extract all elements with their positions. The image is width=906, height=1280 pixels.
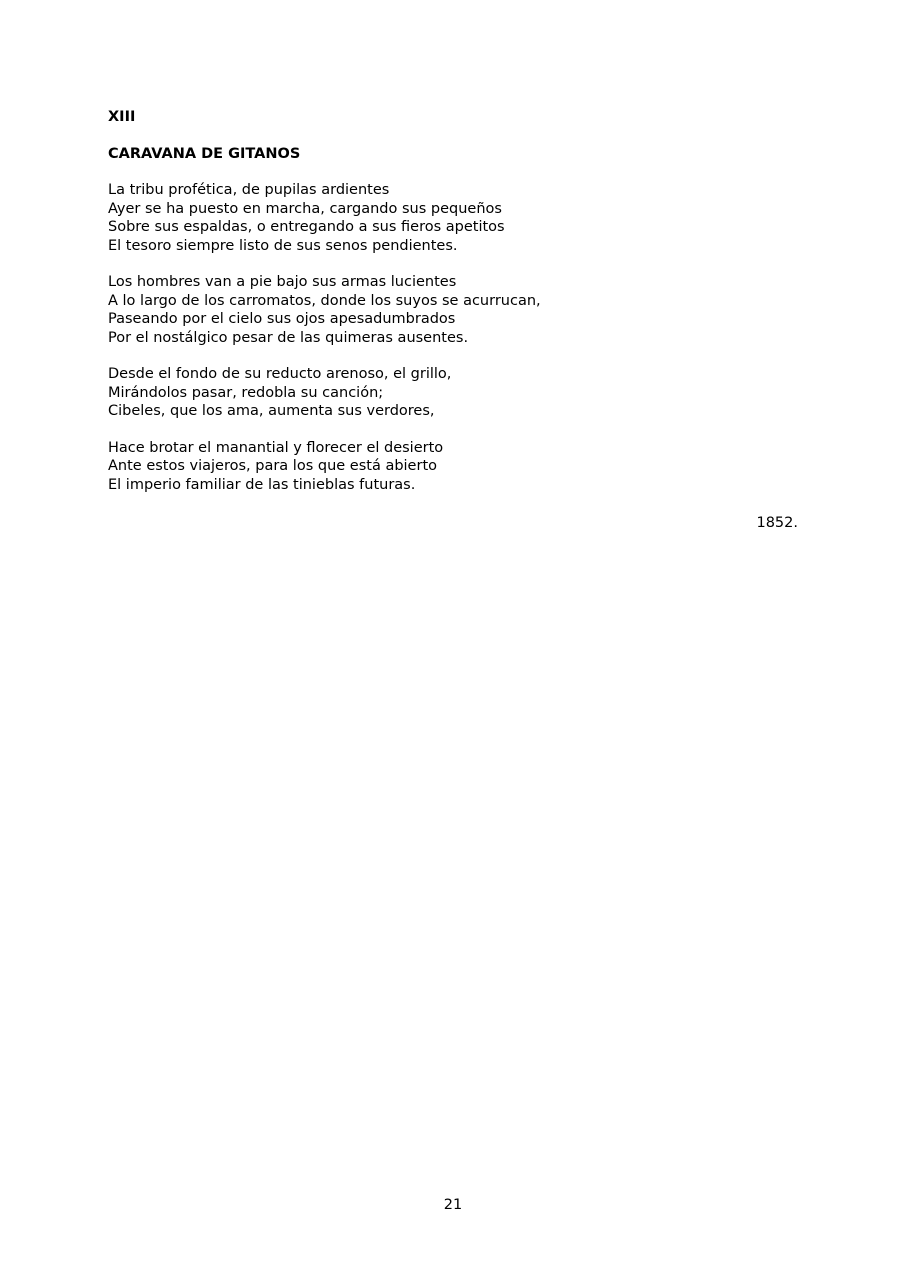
poem-line: La tribu profética, de pupilas ardientes <box>108 182 390 198</box>
poem-title: CARAVANA DE GITANOS <box>108 146 301 162</box>
poem-date: 1852. <box>756 515 798 531</box>
poem-line: A lo largo de los carromatos, donde los suyos se acurrucan, <box>108 292 541 309</box>
poem-line: Desde el fondo de su reducto arenoso, el grillo, <box>108 366 452 382</box>
poem-line: Los hombres van a pie bajo sus armas lucientes <box>108 274 457 290</box>
poem-line: Ante estos viajeros, para los que está abierto <box>108 458 437 474</box>
poem-line: Ayer se ha puesto en marcha, cargando sus pequeños <box>108 200 502 217</box>
poem-line: Paseando por el cielo sus ojos apesadumbrados <box>108 311 456 327</box>
stanza <box>108 439 808 495</box>
poem-numeral: XIII <box>108 109 136 125</box>
poem-line: Por el nostálgico pesar de las quimeras ausentes. <box>108 329 469 346</box>
stanza <box>108 181 808 255</box>
poem-body <box>108 181 808 512</box>
poem-line: Sobre sus espaldas, o entregando a sus fieros apetitos <box>108 219 505 235</box>
poem-line: El imperio familiar de las tinieblas futuras. <box>108 476 416 493</box>
stanza <box>108 273 808 347</box>
stanza <box>108 365 808 421</box>
page-number: 21 <box>443 1197 463 1213</box>
poem-line: Mirándolos pasar, redobla su canción; <box>108 384 384 401</box>
poem-line: Cibeles, que los ama, aumenta sus verdores, <box>108 403 435 419</box>
poem-line: Hace brotar el manantial y florecer el desierto <box>108 439 444 456</box>
poem-line: El tesoro siempre listo de sus senos pendientes. <box>108 237 458 254</box>
